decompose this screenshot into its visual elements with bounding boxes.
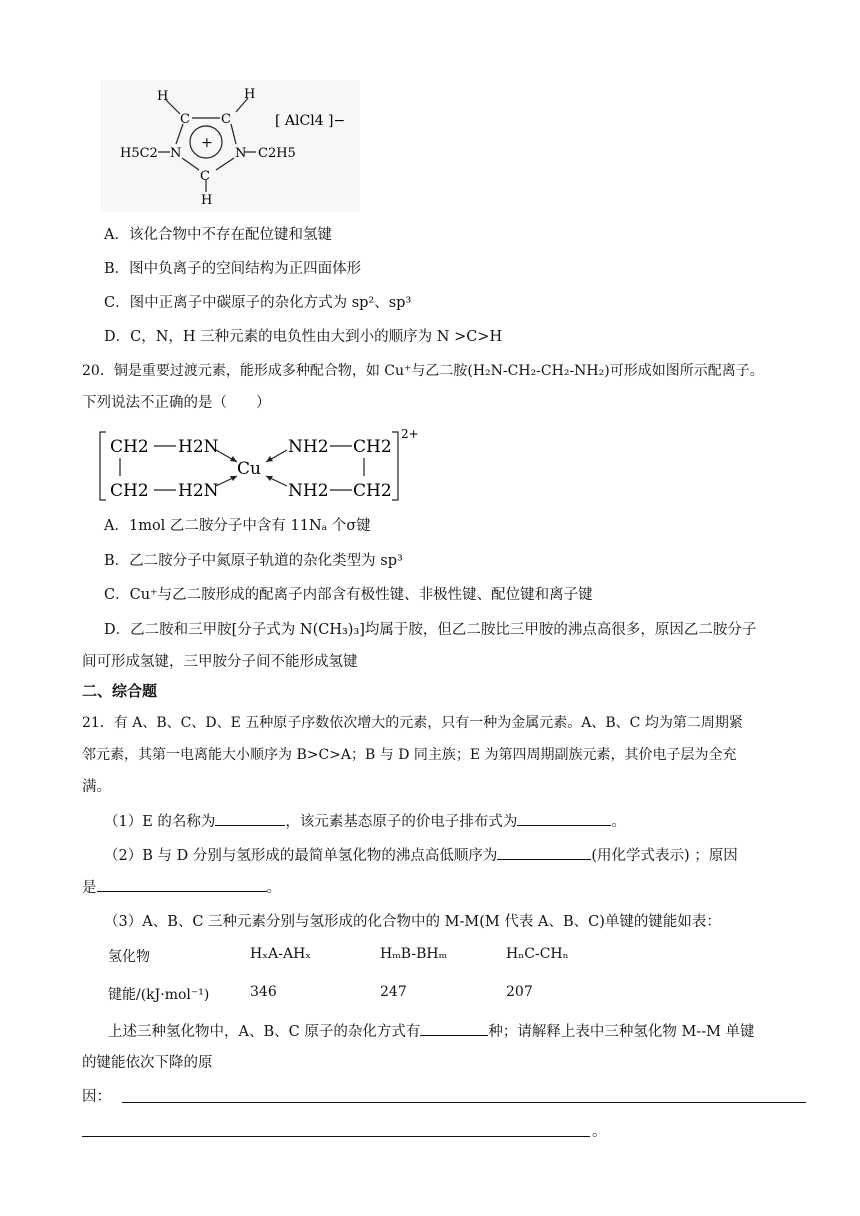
part3-text: 上述三种氢化物中，A、B、C 原子的杂化方式有	[108, 1024, 421, 1040]
answer-blank[interactable]	[517, 811, 611, 826]
table-cell: HₙC-CHₙ	[506, 946, 569, 962]
nh2-label: NH2	[288, 481, 329, 501]
atom-n: N	[235, 146, 247, 161]
table-cell: 346	[250, 984, 277, 1000]
atom-c: C	[221, 112, 231, 127]
q19-option-d: D．C，N，H 三种元素的电负性由大到小的顺序为 N >C>H	[104, 329, 503, 345]
table-cell: HₘB-BHₘ	[380, 946, 448, 962]
h2n-label: H2N	[178, 437, 219, 457]
q20-option-d-line1: D．乙二胺和三甲胺[分子式为 N(CH₃)₃]均属于胺，但乙二胺比三甲胺的沸点高很多，原因乙二胺分子	[104, 622, 757, 638]
table-cell: 键能/(kJ·mol⁻¹)	[108, 987, 210, 1003]
positive-charge: +	[201, 135, 213, 151]
q21-part2-cont	[82, 877, 281, 898]
table-cell: HₓA-AHₓ	[250, 946, 312, 962]
atom-h: H	[244, 87, 256, 102]
end-period: 。	[592, 1124, 607, 1140]
atom-c: C	[200, 169, 210, 184]
q21-stem-line1: 21．有 A、B、C、D、E 五种原子序数依次增大的元素，只有一种为金属元素。A、B、C 均为第二周期紧	[82, 715, 743, 731]
part2-text: 是	[82, 880, 97, 896]
section-heading: 二、综合题	[82, 682, 158, 700]
atom-h: H	[157, 89, 169, 104]
ch2-label: CH2	[353, 437, 392, 457]
answer-blank[interactable]	[497, 845, 591, 860]
q19-option-c: C．图中正离子中碳原子的杂化方式为 sp²、sp³	[104, 295, 412, 311]
q21-reason-label: 因：	[82, 1089, 111, 1105]
q20-stem-line1: 20．铜是重要过渡元素，能形成多种配合物，如 Cu⁺与乙二胺(H₂N-CH₂-CH₂-NH₂)可形成如图所示配离子。	[82, 363, 764, 379]
h2n-label: H2N	[178, 481, 219, 501]
anion-label: [ AlCl4 ]−	[275, 113, 346, 129]
part3-text: 种；请解释上表中三种氢化物 M--M 单键	[488, 1024, 755, 1040]
q21-part3-question	[108, 1021, 755, 1042]
table-cell: 氢化物	[108, 949, 150, 965]
q20-stem-line2: 下列说法不正确的是（ ）	[82, 395, 271, 411]
q21-stem-line3: 满。	[82, 779, 111, 795]
answer-blank[interactable]	[420, 1021, 488, 1036]
ch2-label: CH2	[110, 481, 149, 501]
q20-option-b: B．乙二胺分子中氮原子轨道的杂化类型为 sp³	[104, 553, 403, 569]
q21-part3: （3）A、B、C 三种元素分别与氢形成的化合物中的 M-M(M 代表 A、B、C)单键的键能如表：	[104, 914, 721, 930]
complex-charge: 2+	[401, 427, 419, 441]
q20-complex-figure	[96, 424, 426, 508]
ethyl-group-left: H5C2	[120, 146, 158, 161]
q19-option-a: A．该化合物中不存在配位键和氢键	[104, 227, 332, 243]
table-cell: 247	[380, 984, 407, 1000]
q19-option-b: B．图中负离子的空间结构为正四面体形	[104, 261, 362, 277]
right-bracket	[392, 432, 398, 500]
left-bracket	[100, 432, 106, 500]
answer-blank[interactable]	[215, 811, 285, 826]
q19-imidazolium-figure	[100, 80, 360, 212]
q20-option-d-line2: 间可形成氢键，三甲胺分子间不能形成氢键	[82, 654, 358, 670]
part2-text: （2）B 与 D 分别与氢形成的最简单氢化物的沸点高低顺序为	[104, 848, 498, 864]
ch2-label: CH2	[353, 481, 392, 501]
answer-line[interactable]	[122, 1102, 806, 1103]
q21-stem-line2: 邻元素，其第一电离能大小顺序为 B>C>A；B 与 D 同主族；E 为第四周期副族元素，其价电子层为全充	[82, 747, 737, 763]
q21-part3-cont: 的键能依次下降的原	[82, 1055, 213, 1071]
part1-text: （1）E 的名称为	[104, 814, 216, 830]
nh2-label: NH2	[288, 437, 329, 457]
part2-text: 。	[266, 880, 281, 896]
part2-text: (用化学式表示) ；原因	[591, 848, 738, 864]
ethyl-group-right: C2H5	[258, 146, 296, 161]
atom-h: H	[201, 193, 213, 208]
part1-text: 。	[611, 814, 626, 830]
copper-center: Cu	[237, 459, 261, 479]
q21-part2	[104, 845, 738, 866]
atom-n: N	[170, 146, 182, 161]
answer-blank[interactable]	[97, 877, 267, 892]
answer-line[interactable]	[82, 1136, 590, 1137]
table-cell: 207	[506, 984, 533, 1000]
part1-text: ，该元素基态原子的价电子排布式为	[285, 814, 518, 830]
q21-part1	[104, 811, 626, 832]
bond-energy-table	[108, 946, 568, 1006]
atom-c: C	[180, 112, 190, 127]
ch2-label: CH2	[110, 437, 149, 457]
q20-option-c: C．Cu⁺与乙二胺形成的配离子内部含有极性键、非极性键、配位键和离子键	[104, 587, 593, 603]
q20-option-a: A．1mol 乙二胺分子中含有 11Nₐ 个σ键	[104, 518, 371, 534]
